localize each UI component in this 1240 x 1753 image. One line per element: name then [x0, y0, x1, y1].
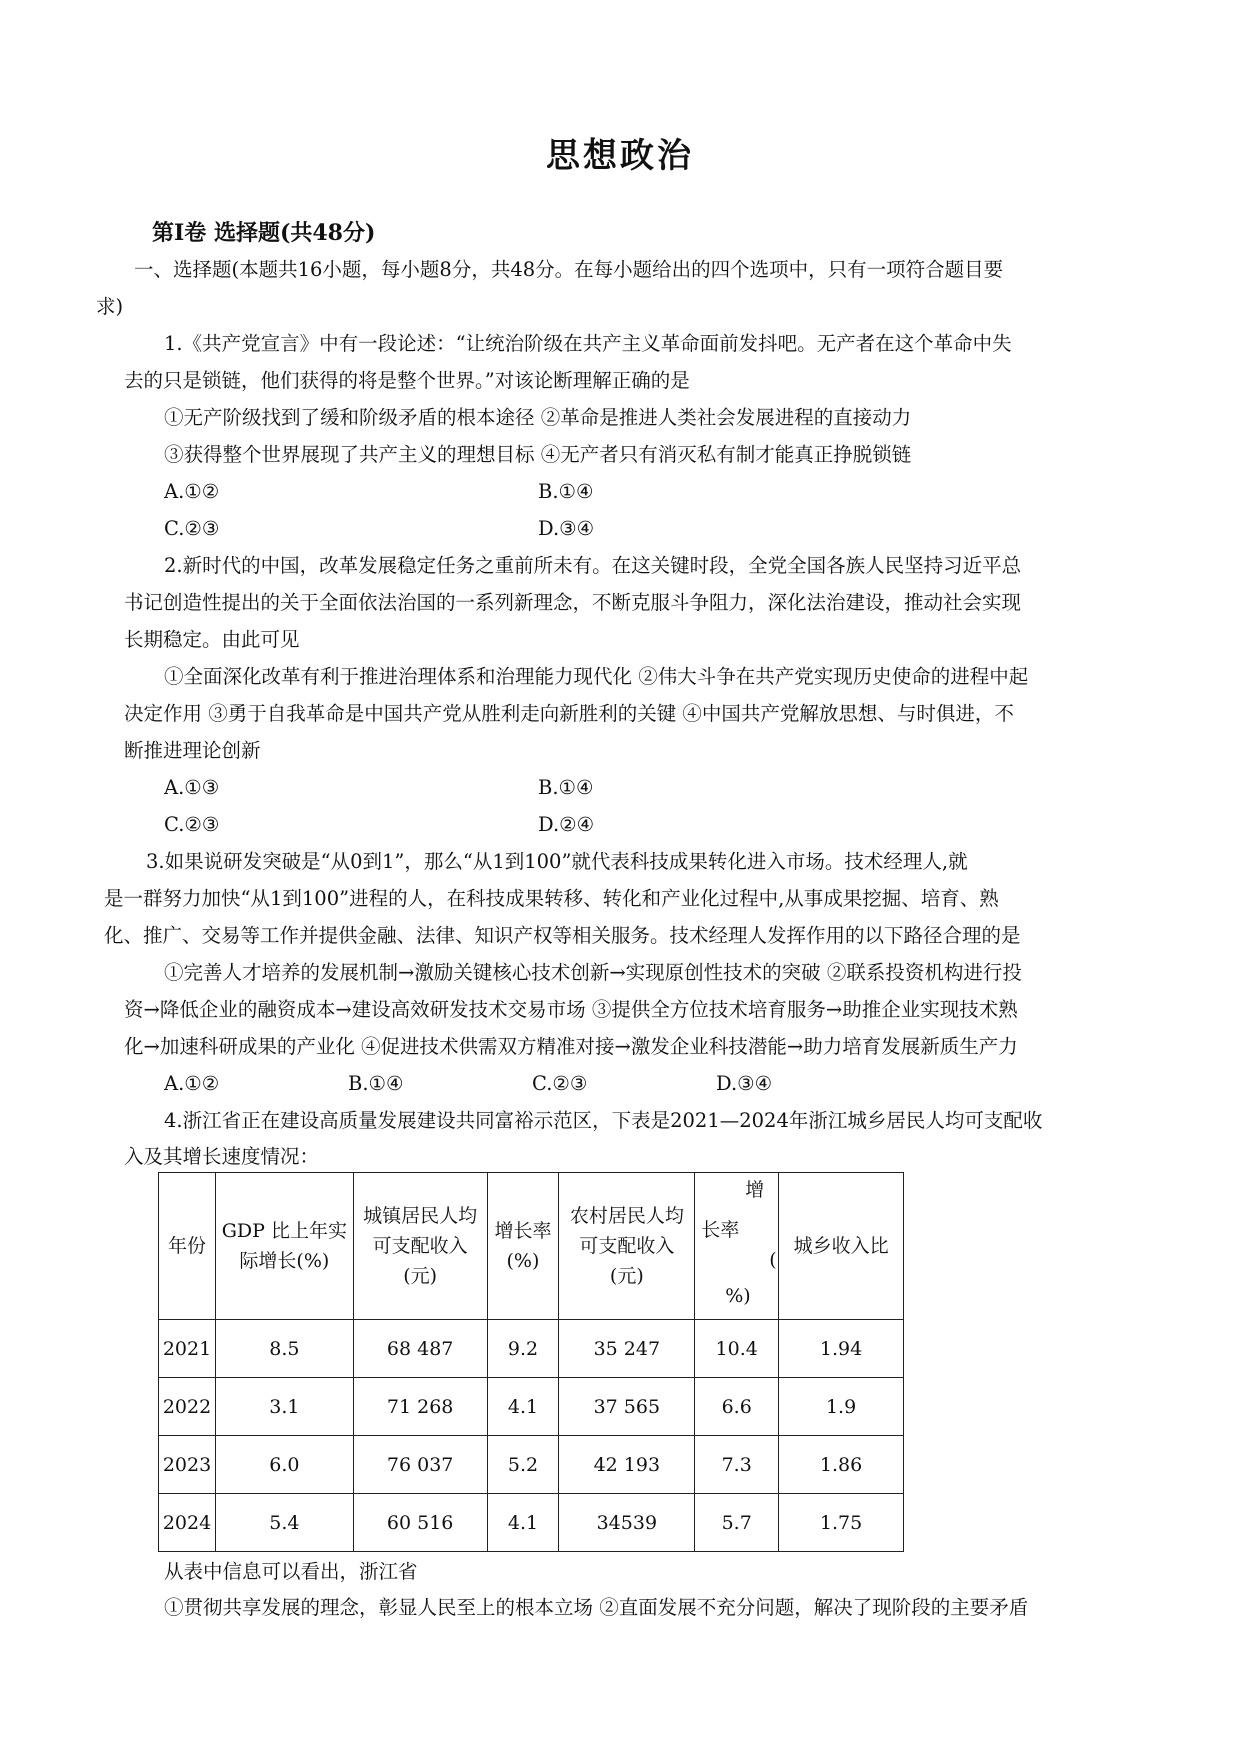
q1-option-a[interactable]: A.①②	[164, 480, 220, 503]
cell-urban-income: 71 268	[353, 1378, 487, 1436]
q1-option-d[interactable]: D.③④	[538, 517, 595, 540]
table-row	[159, 1378, 904, 1436]
q3-statement-line-1: ①完善人才培养的发展机制→激励关键核心技术创新→实现原创性技术的突破 ②联系投资机构进行投	[164, 961, 1022, 984]
table-header-row	[159, 1173, 904, 1320]
cell-rural-income: 37 565	[559, 1378, 695, 1436]
q2-option-d[interactable]: D.②④	[538, 813, 595, 836]
q2-statement-line-2: 决定作用 ③勇于自我革命是中国共产党从胜利走向新胜利的关键 ④中国共产党解放思想、与时俱进，不	[124, 702, 1014, 725]
cell-year: 2023	[159, 1436, 216, 1494]
table-row	[159, 1320, 904, 1378]
header-year: 年份	[159, 1173, 216, 1320]
q4-stem-line-1: 4.浙江省正在建设高质量发展建设共同富裕示范区，下表是2021—2024年浙江城乡居民人均可支配收	[164, 1109, 1043, 1132]
cell-rural-rate: 10.4	[695, 1320, 779, 1378]
cell-rural-rate: 6.6	[695, 1378, 779, 1436]
cell-urban-income: 60 516	[353, 1494, 487, 1552]
q4-after-table: 从表中信息可以看出，浙江省	[164, 1560, 418, 1583]
cell-ratio: 1.86	[779, 1436, 904, 1494]
cell-urban-rate: 9.2	[487, 1320, 559, 1378]
cell-gdp: 5.4	[215, 1494, 353, 1552]
cell-urban-rate: 4.1	[487, 1494, 559, 1552]
cell-urban-rate: 4.1	[487, 1378, 559, 1436]
q3-stem-line-1: 3.如果说研发突破是“从0到1”，那么“从1到100”就代表科技成果转化进入市场。技术经理人,就	[146, 850, 968, 873]
table-row	[159, 1436, 904, 1494]
header-ratio: 城乡收入比	[779, 1173, 904, 1320]
cell-year: 2024	[159, 1494, 216, 1552]
q3-option-d[interactable]: D.③④	[716, 1072, 773, 1095]
q3-statement-line-2: 资→降低企业的融资成本→建设高效研发技术交易市场 ③提供全方位技术培育服务→助推企业实现技术熟	[124, 998, 1018, 1021]
header-urban-rate: 增长率 (%)	[487, 1173, 559, 1320]
section-heading: 第Ⅰ卷 选择题(共48分)	[152, 220, 376, 246]
header-rural-income: 农村居民人均 可支配收入 (元)	[559, 1173, 695, 1320]
q3-stem-line-3: 化、推广、交易等工作并提供金融、法律、知识产权等相关服务。技术经理人发挥作用的以下路径合理的是	[104, 924, 1021, 947]
q4-stem-line-2: 入及其增长速度情况：	[124, 1145, 320, 1168]
q2-stem-line-2: 书记创造性提出的关于全面依法治国的一系列新理念，不断克服斗争阻力，深化法治建设，推动社会实现	[124, 591, 1022, 614]
q4-statement-line-1: ①贯彻共享发展的理念，彰显人民至上的根本立场 ②直面发展不充分问题，解决了现阶段的主要矛盾	[164, 1596, 1029, 1619]
instruction-line-1: 一、选择题(本题共16小题，每小题8分，共48分。在每小题给出的四个选项中，只有一项符合题目要	[134, 258, 1004, 281]
cell-urban-rate: 5.2	[487, 1436, 559, 1494]
instruction-line-2: 求)	[96, 295, 124, 318]
q1-statement-line-1: ①无产阶级找到了缓和阶级矛盾的根本途径 ②革命是推进人类社会发展进程的直接动力	[164, 406, 912, 429]
cell-rural-rate: 5.7	[695, 1494, 779, 1552]
cell-gdp: 3.1	[215, 1378, 353, 1436]
q1-option-b[interactable]: B.①④	[538, 480, 594, 503]
q2-option-b[interactable]: B.①④	[538, 776, 594, 799]
table-row	[159, 1494, 904, 1552]
cell-rural-rate: 7.3	[695, 1436, 779, 1494]
q1-option-c[interactable]: C.②③	[164, 517, 220, 540]
cell-rural-income: 35 247	[559, 1320, 695, 1378]
q1-stem-line-2: 去的只是锁链，他们获得的将是整个世界。”对该论断理解正确的是	[124, 369, 690, 392]
cell-ratio: 1.9	[779, 1378, 904, 1436]
q1-statement-line-2: ③获得整个世界展现了共产主义的理想目标 ④无产者只有消灭私有制才能真正挣脱锁链	[164, 443, 912, 466]
q2-statement-line-1: ①全面深化改革有利于推进治理体系和治理能力现代化 ②伟大斗争在共产党实现历史使命的进程中起	[164, 665, 1029, 688]
q2-statement-line-3: 断推进理论创新	[124, 739, 261, 762]
cell-year: 2022	[159, 1378, 216, 1436]
q3-option-b[interactable]: B.①④	[348, 1072, 404, 1095]
q3-option-a[interactable]: A.①②	[164, 1072, 220, 1095]
cell-rural-income: 42 193	[559, 1436, 695, 1494]
page-title: 思想政治	[546, 136, 694, 176]
cell-urban-income: 68 487	[353, 1320, 487, 1378]
q2-option-a[interactable]: A.①③	[164, 776, 220, 799]
q3-stem-line-2: 是一群努力加快“从1到100”进程的人，在科技成果转移、转化和产业化过程中,从事成果挖掘、培育、熟	[104, 887, 999, 910]
q3-statement-line-3: 化→加速科研成果的产业化 ④促进技术供需双方精准对接→激发企业科技潜能→助力培育发展新质生产力	[124, 1035, 1018, 1058]
q3-option-c[interactable]: C.②③	[532, 1072, 588, 1095]
header-gdp: GDP 比上年实 际增长(%)	[215, 1173, 353, 1320]
cell-year: 2021	[159, 1320, 216, 1378]
header-urban-income: 城镇居民人均 可支配收入 (元)	[353, 1173, 487, 1320]
q2-stem-line-3: 长期稳定。由此可见	[124, 628, 300, 651]
q2-option-c[interactable]: C.②③	[164, 813, 220, 836]
income-table	[158, 1172, 904, 1552]
cell-ratio: 1.75	[779, 1494, 904, 1552]
header-rural-rate: 增 长率 ( %)	[695, 1173, 779, 1320]
cell-gdp: 6.0	[215, 1436, 353, 1494]
cell-gdp: 8.5	[215, 1320, 353, 1378]
q1-stem-line-1: 1.《共产党宣言》中有一段论述：“让统治阶级在共产主义革命面前发抖吧。无产者在这个革命中失	[164, 332, 1012, 355]
cell-urban-income: 76 037	[353, 1436, 487, 1494]
cell-ratio: 1.94	[779, 1320, 904, 1378]
cell-rural-income: 34539	[559, 1494, 695, 1552]
q2-stem-line-1: 2.新时代的中国，改革发展稳定任务之重前所未有。在这关键时段，全党全国各族人民坚持习近平总	[164, 554, 1022, 577]
